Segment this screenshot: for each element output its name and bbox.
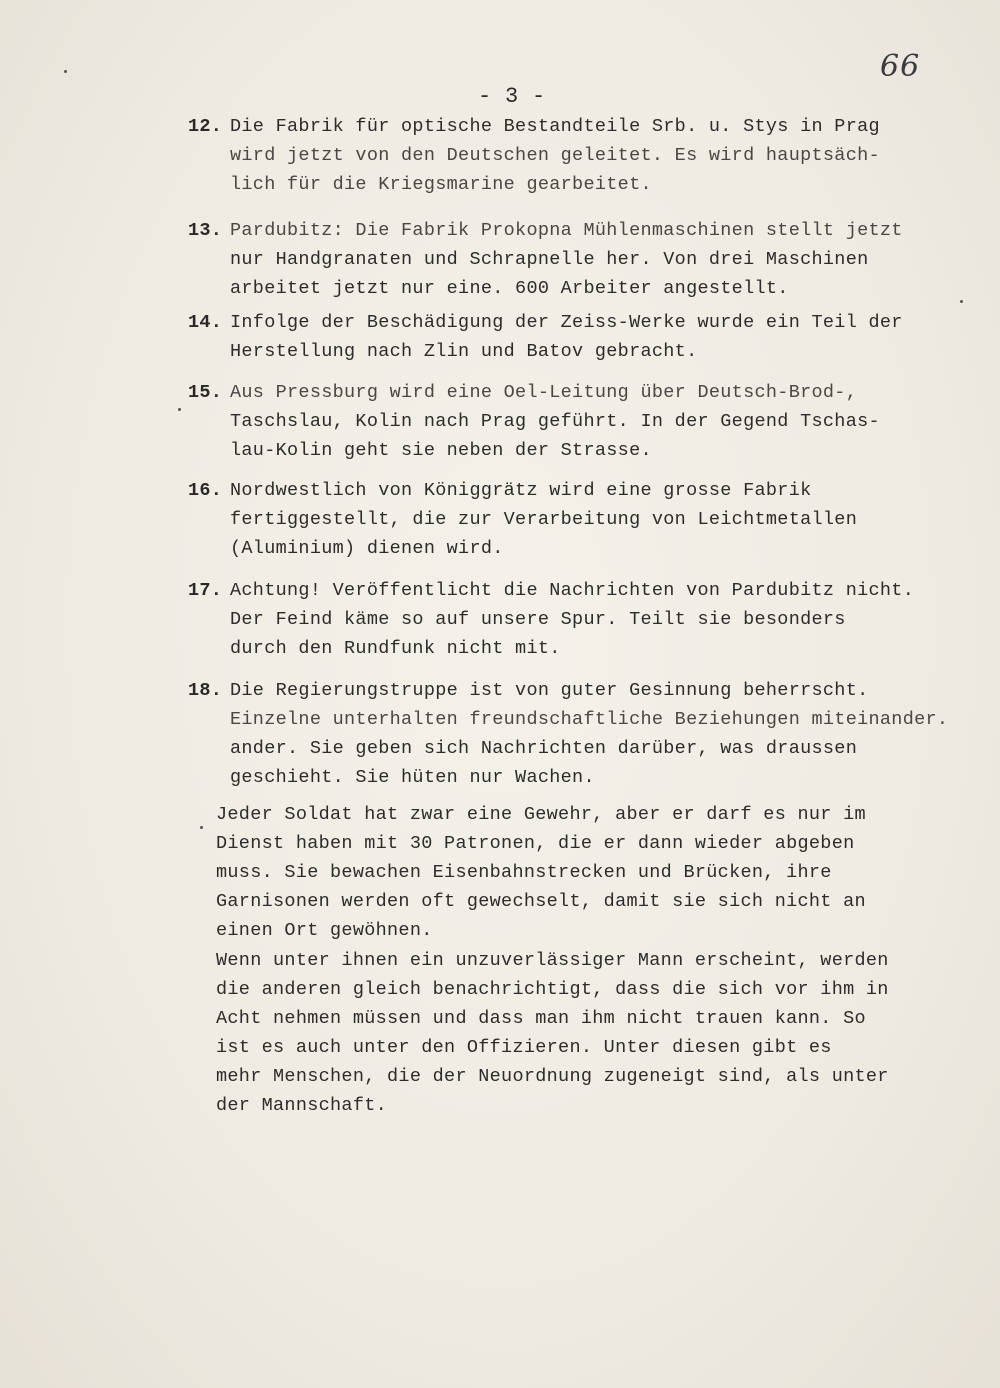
text-line: fertiggestellt, die zur Verarbeitung von Leichtmetallen [230,509,858,530]
paper-speck [64,70,67,73]
text-line: durch den Rundfunk nicht mit. [230,638,561,659]
text-line: Nordwestlich von Königgrätz wird eine grosse Fabrik [230,480,812,501]
text-line: Die Fabrik für optische Bestandteile Srb. u. Stys in Prag [230,116,880,137]
text-line: Der Feind käme so auf unsere Spur. Teilt sie besonders [230,609,846,630]
text-line: einen Ort gewöhnen. [216,920,433,941]
text-line: Achtung! Veröffentlicht die Nachrichten von Pardubitz nicht. [230,580,915,601]
text-line: Jeder Soldat hat zwar eine Gewehr, aber er darf es nur im [216,804,866,825]
page-heading: - 3 - [478,84,546,109]
text-line: muss. Sie bewachen Eisenbahnstrecken und Brücken, ihre [216,862,832,883]
text-line: geschieht. Sie hüten nur Wachen. [230,767,595,788]
text-line: ist es auch unter den Offizieren. Unter diesen gibt es [216,1037,832,1058]
list-item [188,576,968,663]
paper-speck [960,300,963,303]
text-line: Herstellung nach Zlin und Batov gebracht. [230,341,698,362]
text-line: Einzelne unterhalten freundschaftliche Beziehungen miteinander. [230,709,949,730]
text-line: der Mannschaft. [216,1095,388,1116]
text-line: Infolge der Beschädigung der Zeiss-Werke wurde ein Teil der [230,312,903,333]
paragraph [216,946,976,1120]
list-item [188,676,968,792]
text-line: Aus Pressburg wird eine Oel-Leitung über Deutsch-Brod-, [230,382,858,403]
text-line: Dienst haben mit 30 Patronen, die er dann wieder abgeben [216,833,855,854]
text-line: Acht nehmen müssen und dass man ihm nicht trauen kann. So [216,1008,866,1029]
item-number: 13. [188,220,223,241]
paragraph [216,800,976,945]
text-line: Pardubitz: Die Fabrik Prokopna Mühlenmaschinen stellt jetzt [230,220,903,241]
item-number: 18. [188,680,223,701]
text-line: wird jetzt von den Deutschen geleitet. Es wird hauptsäch- [230,145,880,166]
text-line: mehr Menschen, die der Neuordnung zugeneigt sind, als unter [216,1066,889,1087]
item-number: 16. [188,480,223,501]
list-item [188,308,968,366]
text-line: Taschslau, Kolin nach Prag geführt. In der Gegend Tschas- [230,411,880,432]
paper-speck [178,408,181,411]
list-item [188,378,968,465]
handwritten-page-number: 66 [880,49,921,84]
text-line: nur Handgranaten und Schrapnelle her. Von drei Maschinen [230,249,869,270]
text-line: Wenn unter ihnen ein unzuverlässiger Mann erscheint, werden [216,950,889,971]
item-number: 14. [188,312,223,333]
paper-speck [200,826,203,829]
text-line: Die Regierungstruppe ist von guter Gesinnung beherrscht. [230,680,869,701]
item-number: 12. [188,116,223,137]
item-number: 17. [188,580,223,601]
text-line: (Aluminium) dienen wird. [230,538,504,559]
list-item [188,476,968,563]
text-line: ander. Sie geben sich Nachrichten darüber, was draussen [230,738,858,759]
text-line: lau-Kolin geht sie neben der Strasse. [230,440,652,461]
text-line: Garnisonen werden oft gewechselt, damit sie sich nicht an [216,891,866,912]
list-item [188,112,968,199]
text-line: die anderen gleich benachrichtigt, dass die sich vor ihm in [216,979,889,1000]
list-item [188,216,968,303]
text-line: lich für die Kriegsmarine gearbeitet. [230,174,652,195]
text-line: arbeitet jetzt nur eine. 600 Arbeiter angestellt. [230,278,789,299]
item-number: 15. [188,382,223,403]
